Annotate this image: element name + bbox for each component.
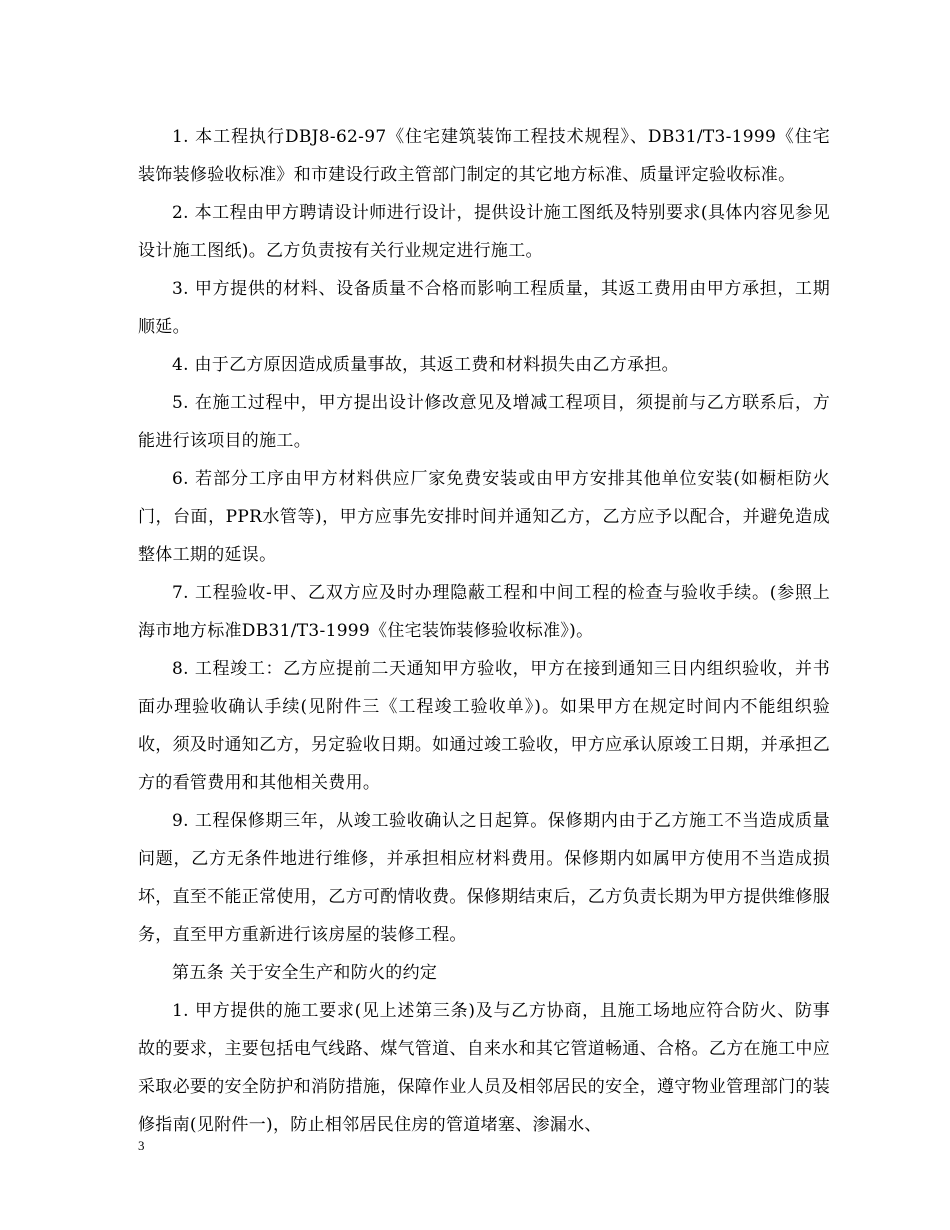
document-body	[138, 118, 830, 1144]
clause-2-design: 2. 本工程由甲方聘请设计师进行设计，提供设计施工图纸及特别要求(具体内容见参见设计施工图纸)。乙方负责按有关行业规定进行施工。	[138, 203, 830, 261]
page-number: 3	[138, 1138, 145, 1153]
clause-5-design-changes: 5. 在施工过程中，甲方提出设计修改意见及增减工程项目，须提前与乙方联系后，方能进行该项目的施工。	[138, 393, 830, 451]
clause-9-warranty: 9. 工程保修期三年，从竣工验收确认之日起算。保修期内由于乙方施工不当造成质量问题，乙方无条件地进行维修，并承担相应材料费用。保修期内如属甲方使用不当造成损坏，直至不能正常使用，乙方可酌情收费。保修期结束后，乙方负责长期为甲方提供维修服务，直至甲方重新进行该房屋的装修工程。	[138, 811, 830, 945]
clause-8-completion: 8. 工程竣工：乙方应提前二天通知甲方验收，甲方在接到通知三日内组织验收，并书面办理验收确认手续(见附件三《工程竣工验收单》)。如果甲方在规定时间内不能组织验收，须及时通知乙方，另定验收日期。如通过竣工验收，甲方应承认原竣工日期，并承担乙方的看管费用和其他相关费用。	[138, 659, 830, 793]
clause-6-third-party-install: 6. 若部分工序由甲方材料供应厂家免费安装或由甲方安排其他单位安装(如橱柜防火门，台面，PPR水管等)，甲方应事先安排时间并通知乙方，乙方应予以配合，并避免造成整体工期的延误。	[138, 469, 830, 565]
clause-4-quality-accident: 4. 由于乙方原因造成质量事故，其返工费和材料损失由乙方承担。	[172, 355, 679, 375]
clause-1-standards: 1. 本工程执行DBJ8-62-97《住宅建筑装饰工程技术规程》、DB31/T3-1999《住宅装饰装修验收标准》和市建设行政主管部门制定的其它地方标准、质量评定验收标准。	[138, 127, 830, 185]
clause-3-materials: 3. 甲方提供的材料、设备质量不合格而影响工程质量，其返工费用由甲方承担，工期顺延。	[138, 279, 830, 337]
article-5-clause-1: 1. 甲方提供的施工要求(见上述第三条)及与乙方协商，且施工场地应符合防火、防事故的要求，主要包括电气线路、煤气管道、自来水和其它管道畅通、合格。乙方在施工中应采取必要的安全防护和消防措施，保障作业人员及相邻居民的安全，遵守物业管理部门的装修指南(见附件一)，防止相邻居民住房的管道堵塞、渗漏水、	[138, 1001, 830, 1135]
clause-7-inspection: 7. 工程验收-甲、乙双方应及时办理隐蔽工程和中间工程的检查与验收手续。(参照上海市地方标准DB31/T3-1999《住宅装饰装修验收标准》)。	[138, 583, 830, 641]
section-heading-article-5: 第五条 关于安全生产和防火的约定	[172, 963, 438, 983]
